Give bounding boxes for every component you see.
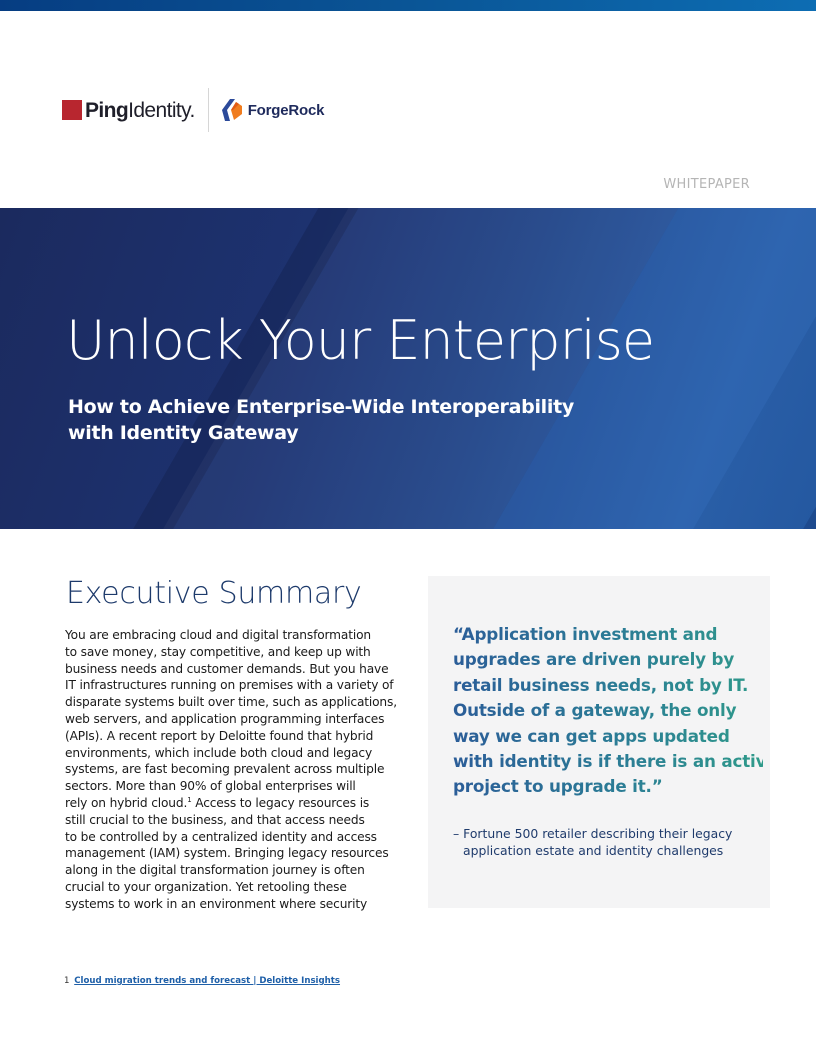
forgerock-mark-icon	[221, 98, 243, 122]
footnote-link[interactable]: Cloud migration trends and forecast | Deloitte Insights	[74, 976, 341, 986]
top-accent-bar	[0, 0, 816, 11]
forgerock-wordmark: ForgeRock	[247, 101, 325, 119]
hero-banner	[0, 208, 816, 529]
pull-quote-text: “Application investment and upgrades are driven purely by retail business needs, not by IT. Outside of a gateway, the only way we can get apps updated with identity is if there is an active project to upgrade it.”	[453, 622, 763, 800]
document-title: Unlock Your Enterprise	[66, 309, 655, 372]
footnote	[64, 976, 340, 986]
ping-logo-light: Identity	[128, 98, 190, 122]
footnote-number: 1	[64, 976, 70, 986]
logo-divider	[208, 88, 209, 132]
document-subtitle: How to Achieve Enterprise-Wide Interoperability with Identity Gateway	[68, 396, 574, 444]
pull-quote-box	[428, 576, 778, 908]
ping-identity-logo: PingIdentity.	[62, 88, 195, 132]
footnote-reference[interactable]: 1	[187, 795, 192, 804]
ping-square-icon	[62, 100, 82, 120]
pull-quote-attribution: – Fortune 500 retailer describing their legacy application estate and identity challenges	[453, 826, 733, 858]
forgerock-logo	[221, 98, 325, 122]
document-type-label: WHITEPAPER	[663, 177, 750, 192]
executive-summary-body: You are embracing cloud and digital transformation to save money, stay competitive, and keep up with business needs and customer demands. But you have IT infrastructures running on premises with a variety of disparate systems built over time, such as applications, web servers, and application programming interfaces (APIs). A recent report by Deloitte found that hybrid environments, which include both cloud and legacy systems, are fast becoming prevalent across multiple sectors. More than 90% of global enterprises will rely on hybrid cloud.$^1$ Access to legacy resources is still crucial to the business, and that access needs to be controlled by a centralized identity and access management (IAM) system. Bringing legacy resources along in the digital transformation journey is often crucial to your organization. Yet retooling these systems to work in an environment where security	[65, 628, 397, 911]
brand-logos	[62, 88, 324, 132]
section-heading-executive-summary: Executive Summary	[66, 576, 362, 611]
ping-logo-bold: Ping	[85, 98, 129, 122]
